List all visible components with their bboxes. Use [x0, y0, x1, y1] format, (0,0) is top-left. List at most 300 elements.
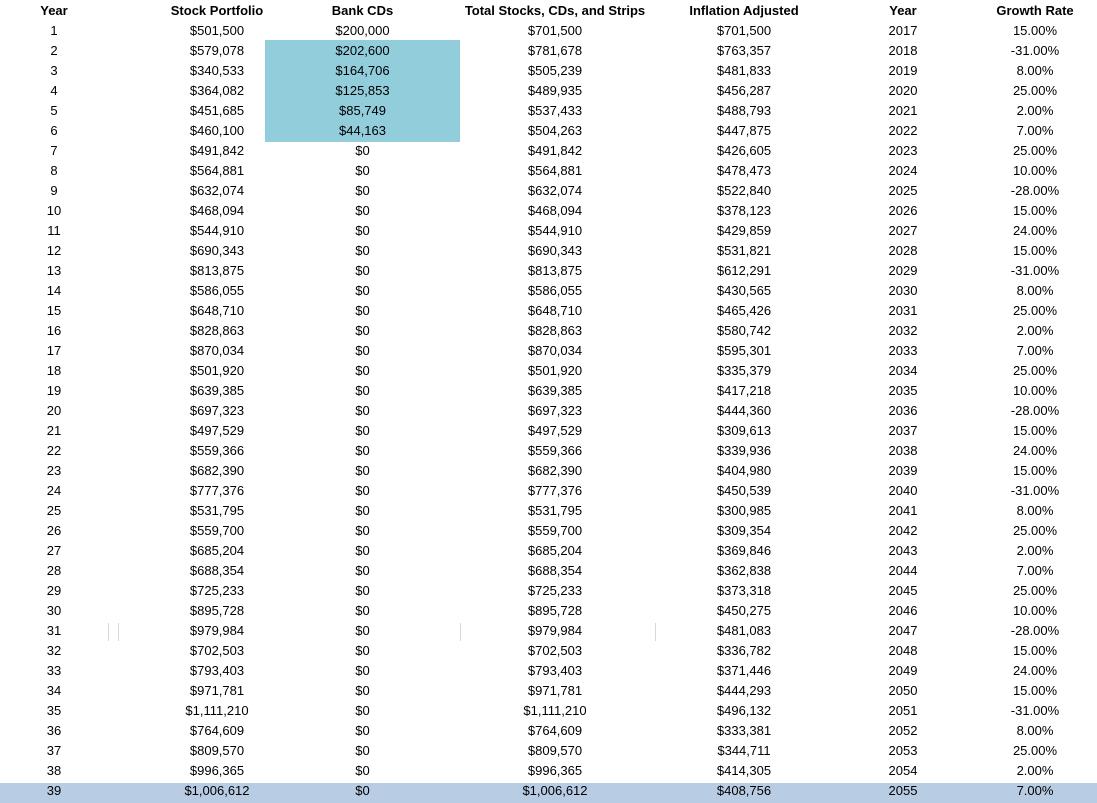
table-row — [0, 541, 1097, 561]
inflation-adjusted-cell[interactable]: $362,838 — [716, 563, 772, 578]
inflation-adjusted-cell[interactable]: $333,381 — [716, 723, 772, 738]
growth-rate-cell[interactable]: 25.00% — [1012, 143, 1058, 158]
stock-portfolio-cell[interactable]: $468,094 — [189, 203, 245, 218]
stock-portfolio-cell[interactable]: $793,403 — [189, 663, 245, 678]
inflation-adjusted-cell[interactable]: $488,793 — [716, 103, 772, 118]
growth-rate-cell[interactable]: 25.00% — [1012, 83, 1058, 98]
growth-rate-cell[interactable]: -31.00% — [1010, 703, 1060, 718]
calendar-year-cell[interactable]: 2033 — [888, 343, 918, 358]
growth-rate-cell[interactable]: 7.00% — [1016, 343, 1054, 358]
total-cell[interactable]: $564,881 — [527, 163, 583, 178]
year-cell[interactable]: 3 — [50, 63, 58, 78]
bank-cds-cell[interactable]: $0 — [355, 283, 370, 298]
total-cell[interactable]: $489,935 — [527, 83, 583, 98]
year-cell[interactable]: 29 — [46, 583, 62, 598]
table-row — [0, 221, 1097, 241]
bank-cds-cell[interactable]: $0 — [355, 723, 370, 738]
calendar-year-cell[interactable]: 2037 — [888, 423, 918, 438]
calendar-year-cell[interactable]: 2032 — [888, 323, 918, 338]
year-cell[interactable]: 39 — [46, 783, 62, 798]
total-cell[interactable]: $501,920 — [527, 363, 583, 378]
year-cell[interactable]: 6 — [50, 123, 58, 138]
stock-portfolio-cell[interactable]: $364,082 — [189, 83, 245, 98]
total-cell[interactable]: $531,795 — [527, 503, 583, 518]
header-bank-cds[interactable]: Bank CDs — [331, 3, 394, 18]
bank-cds-cell[interactable]: $0 — [355, 683, 370, 698]
growth-rate-cell[interactable]: 2.00% — [1016, 323, 1054, 338]
year-cell[interactable]: 25 — [46, 503, 62, 518]
total-cell[interactable]: $870,034 — [527, 343, 583, 358]
growth-rate-cell[interactable]: 25.00% — [1012, 363, 1058, 378]
inflation-adjusted-cell[interactable]: $481,083 — [716, 623, 772, 638]
calendar-year-cell[interactable]: 2045 — [888, 583, 918, 598]
total-cell[interactable]: $504,263 — [527, 123, 583, 138]
bank-cds-cell[interactable]: $0 — [355, 463, 370, 478]
calendar-year-cell[interactable]: 2035 — [888, 383, 918, 398]
inflation-adjusted-cell[interactable]: $450,539 — [716, 483, 772, 498]
bank-cds-cell[interactable]: $0 — [355, 143, 370, 158]
bank-cds-cell[interactable]: $200,000 — [335, 23, 390, 38]
total-cell[interactable]: $781,678 — [527, 43, 583, 58]
stock-portfolio-cell[interactable]: $544,910 — [189, 223, 245, 238]
year-cell[interactable]: 18 — [46, 363, 62, 378]
inflation-adjusted-cell[interactable]: $465,426 — [716, 303, 772, 318]
stock-portfolio-cell[interactable]: $682,390 — [189, 463, 245, 478]
year-cell[interactable]: 7 — [50, 143, 58, 158]
total-cell[interactable]: $544,910 — [527, 223, 583, 238]
inflation-adjusted-cell[interactable]: $456,287 — [716, 83, 772, 98]
growth-rate-cell[interactable]: -31.00% — [1010, 263, 1060, 278]
stock-portfolio-cell[interactable]: $777,376 — [189, 483, 245, 498]
stock-portfolio-cell[interactable]: $559,700 — [189, 523, 245, 538]
year-cell[interactable]: 16 — [46, 323, 62, 338]
total-cell[interactable]: $813,875 — [527, 263, 583, 278]
inflation-adjusted-cell[interactable]: $417,218 — [716, 383, 772, 398]
calendar-year-cell[interactable]: 2034 — [888, 363, 918, 378]
bank-cds-cell[interactable]: $0 — [355, 243, 370, 258]
calendar-year-cell[interactable]: 2021 — [888, 103, 918, 118]
growth-rate-cell[interactable]: 15.00% — [1012, 23, 1058, 38]
total-cell[interactable]: $639,385 — [527, 383, 583, 398]
inflation-adjusted-cell[interactable]: $339,936 — [716, 443, 772, 458]
inflation-adjusted-cell[interactable]: $447,875 — [716, 123, 772, 138]
bank-cds-cell[interactable]: $0 — [355, 423, 370, 438]
total-cell[interactable]: $809,570 — [527, 743, 583, 758]
calendar-year-cell[interactable]: 2039 — [888, 463, 918, 478]
table-row — [0, 461, 1097, 481]
total-cell[interactable]: $648,710 — [527, 303, 583, 318]
year-cell[interactable]: 21 — [46, 423, 62, 438]
inflation-adjusted-cell[interactable]: $373,318 — [716, 583, 772, 598]
year-cell[interactable]: 37 — [46, 743, 62, 758]
year-cell[interactable]: 11 — [47, 223, 61, 238]
table-row — [0, 621, 1097, 641]
inflation-adjusted-cell[interactable]: $580,742 — [716, 323, 772, 338]
year-cell[interactable]: 20 — [46, 403, 62, 418]
bank-cds-cell[interactable]: $44,163 — [339, 123, 386, 138]
stock-portfolio-cell[interactable]: $979,984 — [189, 623, 245, 638]
inflation-adjusted-cell[interactable]: $309,354 — [716, 523, 772, 538]
year-cell[interactable]: 12 — [46, 243, 62, 258]
table-row — [0, 201, 1097, 221]
calendar-year-cell[interactable]: 2043 — [888, 543, 918, 558]
stock-portfolio-cell[interactable]: $697,323 — [189, 403, 245, 418]
stock-portfolio-cell[interactable]: $639,385 — [189, 383, 245, 398]
calendar-year-cell[interactable]: 2023 — [888, 143, 918, 158]
header-year[interactable]: Year — [40, 3, 68, 18]
total-cell[interactable]: $971,781 — [527, 683, 583, 698]
growth-rate-cell[interactable]: 25.00% — [1012, 303, 1058, 318]
calendar-year-cell[interactable]: 2040 — [888, 483, 918, 498]
inflation-adjusted-cell[interactable]: $444,360 — [716, 403, 772, 418]
growth-rate-cell[interactable]: 10.00% — [1012, 383, 1058, 398]
stock-portfolio-cell[interactable]: $688,354 — [189, 563, 245, 578]
inflation-adjusted-cell[interactable]: $378,123 — [716, 203, 772, 218]
stock-portfolio-cell[interactable]: $996,365 — [189, 763, 245, 778]
stock-portfolio-cell[interactable]: $685,204 — [189, 543, 245, 558]
table-row — [0, 561, 1097, 581]
calendar-year-cell[interactable]: 2038 — [888, 443, 918, 458]
year-cell[interactable]: 28 — [46, 563, 62, 578]
bank-cds-cell[interactable]: $202,600 — [335, 43, 390, 58]
year-cell[interactable]: 35 — [46, 703, 62, 718]
growth-rate-cell[interactable]: -31.00% — [1010, 483, 1060, 498]
year-cell[interactable]: 14 — [46, 283, 62, 298]
growth-rate-cell[interactable]: 2.00% — [1016, 763, 1054, 778]
stock-portfolio-cell[interactable]: $501,500 — [189, 23, 245, 38]
bank-cds-cell[interactable]: $0 — [355, 163, 370, 178]
inflation-adjusted-cell[interactable]: $300,985 — [716, 503, 772, 518]
growth-rate-cell[interactable]: 24.00% — [1012, 663, 1058, 678]
total-cell[interactable]: $701,500 — [527, 23, 583, 38]
growth-rate-cell[interactable]: 15.00% — [1012, 643, 1058, 658]
calendar-year-cell[interactable]: 2049 — [888, 663, 918, 678]
total-cell[interactable]: $559,366 — [527, 443, 583, 458]
growth-rate-cell[interactable]: 15.00% — [1012, 243, 1058, 258]
stock-portfolio-cell[interactable]: $828,863 — [189, 323, 245, 338]
calendar-year-cell[interactable]: 2030 — [888, 283, 918, 298]
total-cell[interactable]: $690,343 — [527, 243, 583, 258]
stock-portfolio-cell[interactable]: $690,343 — [189, 243, 245, 258]
stock-portfolio-cell[interactable]: $648,710 — [189, 303, 245, 318]
stock-portfolio-cell[interactable]: $895,728 — [189, 603, 245, 618]
bank-cds-cell[interactable]: $0 — [355, 783, 370, 798]
growth-rate-cell[interactable]: 25.00% — [1012, 743, 1058, 758]
total-cell[interactable]: $491,842 — [527, 143, 583, 158]
bank-cds-cell[interactable]: $0 — [355, 663, 370, 678]
year-cell[interactable]: 5 — [50, 103, 58, 118]
growth-rate-cell[interactable]: 10.00% — [1012, 603, 1058, 618]
stock-portfolio-cell[interactable]: $460,100 — [189, 123, 245, 138]
bank-cds-cell[interactable]: $0 — [355, 503, 370, 518]
bank-cds-cell[interactable]: $0 — [355, 363, 370, 378]
inflation-adjusted-cell[interactable]: $335,379 — [716, 363, 772, 378]
total-cell[interactable]: $688,354 — [527, 563, 583, 578]
growth-rate-cell[interactable]: 24.00% — [1012, 443, 1058, 458]
table-row — [0, 181, 1097, 201]
inflation-adjusted-cell[interactable]: $496,132 — [716, 703, 772, 718]
header-growth-rate[interactable]: Growth Rate — [996, 3, 1074, 18]
calendar-year-cell[interactable]: 2053 — [888, 743, 918, 758]
table-row — [0, 21, 1097, 41]
year-cell[interactable]: 13 — [46, 263, 62, 278]
calendar-year-cell[interactable]: 2019 — [888, 63, 918, 78]
stock-portfolio-cell[interactable]: $702,503 — [189, 643, 245, 658]
total-cell[interactable]: $1,006,612 — [522, 783, 588, 798]
bank-cds-cell[interactable]: $85,749 — [339, 103, 386, 118]
growth-rate-cell[interactable]: 8.00% — [1016, 63, 1054, 78]
stock-portfolio-cell[interactable]: $586,055 — [189, 283, 245, 298]
bank-cds-cell[interactable]: $0 — [355, 183, 370, 198]
year-cell[interactable]: 4 — [50, 83, 58, 98]
calendar-year-cell[interactable]: 2047 — [888, 623, 918, 638]
stock-portfolio-cell[interactable]: $491,842 — [189, 143, 245, 158]
bank-cds-cell[interactable]: $0 — [355, 743, 370, 758]
calendar-year-cell[interactable]: 2026 — [888, 203, 918, 218]
total-cell[interactable]: $537,433 — [527, 103, 583, 118]
inflation-adjusted-cell[interactable]: $336,782 — [716, 643, 772, 658]
growth-rate-cell[interactable]: 15.00% — [1012, 203, 1058, 218]
growth-rate-cell[interactable]: 15.00% — [1012, 683, 1058, 698]
year-cell[interactable]: 38 — [46, 763, 62, 778]
bank-cds-cell[interactable]: $0 — [355, 763, 370, 778]
total-cell[interactable]: $559,700 — [527, 523, 583, 538]
stock-portfolio-cell[interactable]: $501,920 — [189, 363, 245, 378]
total-cell[interactable]: $586,055 — [527, 283, 583, 298]
year-cell[interactable]: 24 — [46, 483, 62, 498]
inflation-adjusted-cell[interactable]: $309,613 — [716, 423, 772, 438]
total-cell[interactable]: $505,239 — [527, 63, 583, 78]
table-row — [0, 341, 1097, 361]
inflation-adjusted-cell[interactable]: $404,980 — [716, 463, 772, 478]
total-cell[interactable]: $764,609 — [527, 723, 583, 738]
year-cell[interactable]: 34 — [46, 683, 62, 698]
year-cell[interactable]: 36 — [46, 723, 62, 738]
inflation-adjusted-cell[interactable]: $522,840 — [716, 183, 772, 198]
year-cell[interactable]: 9 — [50, 183, 58, 198]
growth-rate-cell[interactable]: 15.00% — [1012, 423, 1058, 438]
stock-portfolio-cell[interactable]: $809,570 — [189, 743, 245, 758]
inflation-adjusted-cell[interactable]: $369,846 — [716, 543, 772, 558]
calendar-year-cell[interactable]: 2022 — [888, 123, 918, 138]
table-row — [0, 761, 1097, 781]
calendar-year-cell[interactable]: 2044 — [888, 563, 918, 578]
table-row — [0, 41, 1097, 61]
total-cell[interactable]: $828,863 — [527, 323, 583, 338]
stock-portfolio-cell[interactable]: $497,529 — [189, 423, 245, 438]
growth-rate-cell[interactable]: 2.00% — [1016, 543, 1054, 558]
calendar-year-cell[interactable]: 2036 — [888, 403, 918, 418]
year-cell[interactable]: 19 — [46, 383, 62, 398]
calendar-year-cell[interactable]: 2054 — [888, 763, 918, 778]
year-cell[interactable]: 8 — [50, 163, 58, 178]
growth-rate-cell[interactable]: 7.00% — [1016, 563, 1054, 578]
inflation-adjusted-cell[interactable]: $595,301 — [716, 343, 772, 358]
table-row — [0, 741, 1097, 761]
growth-rate-cell[interactable]: 15.00% — [1012, 463, 1058, 478]
growth-rate-cell[interactable]: -28.00% — [1010, 403, 1060, 418]
year-cell[interactable]: 22 — [46, 443, 62, 458]
bank-cds-cell[interactable]: $0 — [355, 443, 370, 458]
growth-rate-cell[interactable]: -31.00% — [1010, 43, 1060, 58]
stock-portfolio-cell[interactable]: $1,111,210 — [185, 703, 249, 718]
calendar-year-cell[interactable]: 2048 — [888, 643, 918, 658]
stock-portfolio-cell[interactable]: $725,233 — [189, 583, 245, 598]
bank-cds-cell[interactable]: $0 — [355, 583, 370, 598]
total-cell[interactable]: $685,204 — [527, 543, 583, 558]
inflation-adjusted-cell[interactable]: $430,565 — [716, 283, 772, 298]
inflation-adjusted-cell[interactable]: $478,473 — [716, 163, 772, 178]
calendar-year-cell[interactable]: 2017 — [888, 23, 918, 38]
calendar-year-cell[interactable]: 2050 — [888, 683, 918, 698]
bank-cds-cell[interactable]: $0 — [355, 403, 370, 418]
bank-cds-cell[interactable]: $0 — [355, 523, 370, 538]
stock-portfolio-cell[interactable]: $451,685 — [189, 103, 245, 118]
year-cell[interactable]: 1 — [50, 23, 58, 38]
year-cell[interactable]: 31 — [46, 623, 62, 638]
bank-cds-cell[interactable]: $0 — [355, 383, 370, 398]
calendar-year-cell[interactable]: 2029 — [888, 263, 918, 278]
year-cell[interactable]: 26 — [46, 523, 62, 538]
inflation-adjusted-cell[interactable]: $344,711 — [717, 743, 771, 758]
table-row — [0, 521, 1097, 541]
total-cell[interactable]: $996,365 — [527, 763, 583, 778]
stock-portfolio-cell[interactable]: $1,006,612 — [184, 783, 250, 798]
bank-cds-cell[interactable]: $0 — [355, 263, 370, 278]
growth-rate-cell[interactable]: 25.00% — [1012, 523, 1058, 538]
growth-rate-cell[interactable]: 8.00% — [1016, 283, 1054, 298]
calendar-year-cell[interactable]: 2051 — [888, 703, 918, 718]
calendar-year-cell[interactable]: 2041 — [888, 503, 918, 518]
inflation-adjusted-cell[interactable]: $414,305 — [716, 763, 772, 778]
total-cell[interactable]: $895,728 — [527, 603, 583, 618]
bank-cds-cell[interactable]: $0 — [355, 323, 370, 338]
stock-portfolio-cell[interactable]: $813,875 — [189, 263, 245, 278]
bank-cds-cell[interactable]: $0 — [355, 343, 370, 358]
calendar-year-cell[interactable]: 2028 — [888, 243, 918, 258]
growth-rate-cell[interactable]: 7.00% — [1016, 783, 1054, 798]
stock-portfolio-cell[interactable]: $764,609 — [189, 723, 245, 738]
bank-cds-cell[interactable]: $0 — [355, 703, 370, 718]
calendar-year-cell[interactable]: 2024 — [888, 163, 918, 178]
total-cell[interactable]: $702,503 — [527, 643, 583, 658]
calendar-year-cell[interactable]: 2055 — [888, 783, 918, 798]
calendar-year-cell[interactable]: 2025 — [888, 183, 918, 198]
year-cell[interactable]: 30 — [46, 603, 62, 618]
bank-cds-cell[interactable]: $0 — [355, 543, 370, 558]
inflation-adjusted-cell[interactable]: $444,293 — [716, 683, 772, 698]
total-cell[interactable]: $725,233 — [527, 583, 583, 598]
bank-cds-cell[interactable]: $0 — [355, 563, 370, 578]
year-cell[interactable]: 23 — [46, 463, 62, 478]
total-cell[interactable]: $697,323 — [527, 403, 583, 418]
year-cell[interactable]: 10 — [46, 203, 62, 218]
stock-portfolio-cell[interactable]: $340,533 — [189, 63, 245, 78]
total-cell[interactable]: $777,376 — [527, 483, 583, 498]
growth-rate-cell[interactable]: 25.00% — [1012, 583, 1058, 598]
total-cell[interactable]: $497,529 — [527, 423, 583, 438]
growth-rate-cell[interactable]: -28.00% — [1010, 623, 1060, 638]
bank-cds-cell[interactable]: $0 — [355, 623, 370, 638]
calendar-year-cell[interactable]: 2018 — [888, 43, 918, 58]
inflation-adjusted-cell[interactable]: $701,500 — [716, 23, 772, 38]
bank-cds-cell[interactable]: $164,706 — [335, 63, 390, 78]
table-row — [0, 721, 1097, 741]
stock-portfolio-cell[interactable]: $971,781 — [189, 683, 245, 698]
calendar-year-cell[interactable]: 2042 — [888, 523, 918, 538]
bank-cds-cell[interactable]: $0 — [355, 643, 370, 658]
table-row — [0, 641, 1097, 661]
stock-portfolio-cell[interactable]: $559,366 — [189, 443, 245, 458]
calendar-year-cell[interactable]: 2031 — [888, 303, 918, 318]
inflation-adjusted-cell[interactable]: $429,859 — [716, 223, 772, 238]
table-row — [0, 781, 1097, 801]
growth-rate-cell[interactable]: 8.00% — [1016, 723, 1054, 738]
inflation-adjusted-cell[interactable]: $371,446 — [716, 663, 772, 678]
inflation-adjusted-cell[interactable]: $450,275 — [716, 603, 772, 618]
bank-cds-cell[interactable]: $0 — [355, 203, 370, 218]
calendar-year-cell[interactable]: 2027 — [888, 223, 918, 238]
bank-cds-cell[interactable]: $125,853 — [335, 83, 390, 98]
year-cell[interactable]: 2 — [50, 43, 58, 58]
inflation-adjusted-cell[interactable]: $481,833 — [716, 63, 772, 78]
bank-cds-cell[interactable]: $0 — [355, 223, 370, 238]
bank-cds-cell[interactable]: $0 — [355, 483, 370, 498]
header-inflation-adjusted[interactable]: Inflation Adjusted — [689, 3, 799, 18]
calendar-year-cell[interactable]: 2052 — [888, 723, 918, 738]
stock-portfolio-cell[interactable]: $579,078 — [189, 43, 245, 58]
inflation-adjusted-cell[interactable]: $531,821 — [716, 243, 772, 258]
inflation-adjusted-cell[interactable]: $612,291 — [716, 263, 772, 278]
total-cell[interactable]: $979,984 — [527, 623, 583, 638]
calendar-year-cell[interactable]: 2046 — [888, 603, 918, 618]
table-row — [0, 241, 1097, 261]
stock-portfolio-cell[interactable]: $632,074 — [189, 183, 245, 198]
table-row — [0, 61, 1097, 81]
header-stock-portfolio[interactable]: Stock Portfolio — [170, 3, 264, 18]
stock-portfolio-cell[interactable]: $870,034 — [189, 343, 245, 358]
year-cell[interactable]: 17 — [46, 343, 62, 358]
calendar-year-cell[interactable]: 2020 — [888, 83, 918, 98]
growth-rate-cell[interactable]: 24.00% — [1012, 223, 1058, 238]
table-row — [0, 601, 1097, 621]
total-cell[interactable]: $1,111,210 — [523, 703, 587, 718]
table-row — [0, 661, 1097, 681]
total-cell[interactable]: $632,074 — [527, 183, 583, 198]
stock-portfolio-cell[interactable]: $531,795 — [189, 503, 245, 518]
growth-rate-cell[interactable]: 7.00% — [1016, 123, 1054, 138]
growth-rate-cell[interactable]: 8.00% — [1016, 503, 1054, 518]
header-calendar-year[interactable]: Year — [889, 3, 917, 18]
growth-rate-cell[interactable]: 10.00% — [1012, 163, 1058, 178]
stock-portfolio-cell[interactable]: $564,881 — [189, 163, 245, 178]
bank-cds-cell[interactable]: $0 — [355, 603, 370, 618]
year-cell[interactable]: 32 — [46, 643, 62, 658]
growth-rate-cell[interactable]: 2.00% — [1016, 103, 1054, 118]
inflation-adjusted-cell[interactable]: $763,357 — [716, 43, 772, 58]
total-cell[interactable]: $793,403 — [527, 663, 583, 678]
year-cell[interactable]: 15 — [46, 303, 62, 318]
total-cell[interactable]: $682,390 — [527, 463, 583, 478]
growth-rate-cell[interactable]: -28.00% — [1010, 183, 1060, 198]
bank-cds-cell[interactable]: $0 — [355, 303, 370, 318]
inflation-adjusted-cell[interactable]: $408,756 — [716, 783, 772, 798]
year-cell[interactable]: 27 — [46, 543, 62, 558]
total-cell[interactable]: $468,094 — [527, 203, 583, 218]
year-cell[interactable]: 33 — [46, 663, 62, 678]
header-total[interactable]: Total Stocks, CDs, and Strips — [464, 3, 646, 18]
inflation-adjusted-cell[interactable]: $426,605 — [716, 143, 772, 158]
